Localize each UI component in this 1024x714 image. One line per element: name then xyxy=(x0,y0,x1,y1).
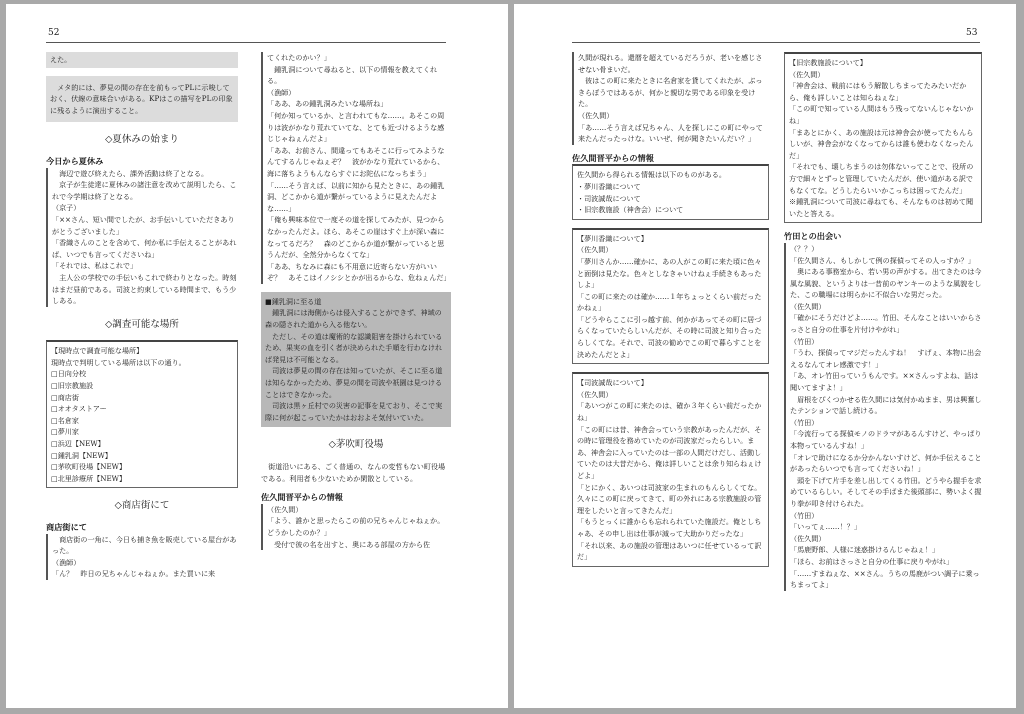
list-item: □日向分校 xyxy=(51,369,87,379)
takeda-block xyxy=(784,243,982,591)
text-line: 「佐久間さん、もしかして例の探偵ってその人っすか？」 xyxy=(790,255,975,265)
list-item: □浜辺【NEW】 xyxy=(51,439,105,449)
text-line: 司波は夢見の間の存在は知っていたが、そこに至る道は知らなかったため、夢見の間を司波や祇園は見つけることはできなかった。 xyxy=(265,366,443,399)
text-line: 「××さん、短い間でしたが、お手伝いしていただきありがとうございました」 xyxy=(52,214,235,236)
text-line: 「確かにそうだけどよ……。竹田、そんなことはいいからさっさと自分の仕事を片付けやがれ」 xyxy=(790,313,982,335)
text-line: 商店街の一角に、今日も捕き魚を販売している屋台があった。 xyxy=(52,534,237,556)
section-title: ◇商店街にて xyxy=(114,500,170,512)
header-rule xyxy=(572,42,980,43)
right-page xyxy=(514,4,1016,708)
text-line: 頭を下げて片手を差し出してくる竹田。どうやら握手を求めているらしい。そしてその手ばまた後頭部に、勢いよく握り拳が叩き付けられた。 xyxy=(790,475,982,508)
text-line: 【司波誠哉について】 xyxy=(577,378,648,388)
text-line: 街道沿いにある、ごく普通の、なんの変哲もない町役場である。利用者も少ないためか閑散としている。 xyxy=(261,462,446,483)
text-line: 「とにかく、あいつは司波家の生まれのもんらしくてな。久々にこの町に戻ってきて、町の外れにある宗教施設の管理をしたいと言ってきたんだ」 xyxy=(577,482,762,515)
section-title: ◇夏休みの始まり xyxy=(105,134,179,146)
text-line: 「この町に来たのは確か……１年ちょっとくらい前だったかねぇ」 xyxy=(577,291,762,313)
top-fragment: えた。 xyxy=(46,52,238,68)
text-line: 「ん？ 昨日の兄ちゃんじゃねぇか。また買いに来 xyxy=(52,569,216,579)
text-line: （漁師） xyxy=(267,87,296,97)
text-line: 「……すまねぇな、××さん。うちの馬鹿がつい調子に乗っちまってよ」 xyxy=(790,568,980,590)
list-item: □夢川家 xyxy=(51,427,79,437)
text-line: 「よう、誰かと思ったらこの前の兄ちゃんじゃねぇか。どうかしたのか？」 xyxy=(267,516,445,537)
list-item: ・司波誠哉について xyxy=(577,193,641,203)
page-number: 52 xyxy=(48,28,60,38)
box-title: 【現時点で調査可能な場所】 xyxy=(51,346,144,356)
heading: 竹田との出会い xyxy=(784,231,842,242)
text-line: 「どうやらここに引っ越す前、何かがあってその町に居づらくなっていたらしいんだが、その時に司波と知り合ったらしくてな。それで、司波の勧めでこの町で暮らすことを決めたんだとよ」 xyxy=(577,314,762,359)
text-line: （？？） xyxy=(790,243,819,253)
text-line: 「もうとっくに誰からも忘れられていた施設だ。俺としちゃあ、その申し出は仕事が減って大助かりだったな」 xyxy=(577,517,762,538)
text-line: 「ああ、あの鍾乳洞みたいな場所ね」 xyxy=(267,99,388,109)
text-line: （佐久間） xyxy=(578,110,614,120)
text-line: （竹田） xyxy=(790,336,819,346)
text-line: 「夢川さんか……確かに、あの人がこの町に来た頃に色々と面倒は見たな。色々としなきゃいけねぇ手続きもあったしよ」 xyxy=(577,256,762,290)
text-line: 「オレで助けになるか分かんないすけど、何か手伝えることがあったらいつでも言ってくださいね！」 xyxy=(790,452,982,474)
right-column-1 xyxy=(572,52,769,567)
kaori-box xyxy=(572,228,769,365)
text-line: 「何か知っているか、と言われてもな……。あそこの周りは波がかなり荒れていてな、とても近づけるような感じじゃねぇんだよ」 xyxy=(267,110,445,144)
section-title: ◇茅吹町役場 xyxy=(328,439,384,451)
cave-path-box xyxy=(261,292,451,428)
heading: 商店街にて xyxy=(46,522,87,532)
text-line: （佐久間） xyxy=(577,245,613,255)
text-line: 「……そう言えば、以前に知から見たときに、あの鍾乳洞、どこかから道が繋がっているように見えたんだよな……」 xyxy=(267,180,445,213)
text-line: 「まあとにかく、あの施設は元は神舎会が使ってたもんらしいが、神舎会がなくなってからは誰も使わなくなったんだ」 xyxy=(789,127,974,160)
text-line: てくれたのかい？」 xyxy=(267,53,331,62)
text-line: （漁師） xyxy=(52,557,81,567)
shop-block xyxy=(46,534,238,580)
text-line: （佐久間） xyxy=(577,389,613,399)
text-line: 「俺も興味本位で一度その道を探してみたが、見つからなかったんだよ。ほら、あそこの崖はすぐ上が深い森になってるだろ？ 森のどこからか道が繋がっていると思うんだが、全然分からなくてな」 xyxy=(267,215,445,260)
text-line: （竹田） xyxy=(790,510,819,520)
text-line: （佐久間） xyxy=(789,69,825,79)
text-line: 彼はこの町に来たときに名倉家を貸してくれたが、ぶっきらぼうではあるが、何かと親切な男である印象を受けた。 xyxy=(578,76,763,109)
section-title: ◇調査可能な場所 xyxy=(105,318,179,330)
shiba-box xyxy=(572,372,769,567)
heading: 今日から夏休み xyxy=(46,155,104,166)
text-line: 「馬鹿野郎、人様に迷惑掛けるんじゃねぇ！」 xyxy=(790,545,939,555)
list-item: □オオタストアー xyxy=(51,404,107,414)
text-line: （佐久間） xyxy=(790,301,826,311)
text-line: 「それ以来、あの施設の管理はあいつに任せているって訳だ」 xyxy=(577,540,762,562)
list-item: □名倉家 xyxy=(51,415,79,425)
text-line: 「この町には昔、神舎会っていう宗教があったんだが、その時に管理役を務めていたのが司波家だったらしい。まあ、神舎会に入っていたのは一部の人間だけだし、活動していたのは大昔だから、俺は詳しいことは余り知らねぇけどよ」 xyxy=(577,424,762,480)
text-line: （佐久間） xyxy=(267,504,303,514)
text-line: （竹田） xyxy=(790,417,819,427)
list-item: □商店街 xyxy=(51,392,79,402)
left-column-2 xyxy=(261,52,451,550)
text-line: 【旧宗教施設について】 xyxy=(789,58,867,67)
text-line: 「あ、オレ竹田っていうもんです。××さんっすよね、話は聞いてますよ！」 xyxy=(790,371,979,393)
text-line: 海辺で遊び終えたら、課外活動は終了となる。 xyxy=(52,168,209,178)
text-line: 「この町で知っている人間はもう残ってないんじゃないかね」 xyxy=(789,104,974,125)
list-item: □鍾乳洞【NEW】 xyxy=(51,450,112,460)
text-line: 奥にある事務室から、若い男の声がする。出てきたのは今風な風貌、というよりは一昔前のヤンキーのような風貌をした、この職場には明らかに不似合いな男だった。 xyxy=(790,267,982,300)
text-line: 鍾乳洞について尋ねると、以下の情報を教えてくれる。 xyxy=(267,64,438,86)
text-line: 「それでも、壊しちまうのは勿体ないってことで、役所の方で細々とずっと管理していたんだが、使い道がある訳でもなくてな。どうしたらいいかこっちは困ってたんだ」 xyxy=(789,162,974,195)
text-line: 「神舎会は、戦前にはもう解散しちまってたみたいだから、俺も詳しいことは知らねぇな」 xyxy=(789,81,967,102)
text-line: 「うわ、探偵ってマジだったんすね！ すげぇ、本物に出会えるなんてオレ感激です！」 xyxy=(790,348,982,369)
right-column-2 xyxy=(784,52,982,591)
heading: 佐久間晋平からの情報 xyxy=(261,492,343,503)
text-line: 「ああ、お前さん、間違ってもあそこに行ってみようなんてするんじゃねぇぞ？ 波がかなり荒れているから、海に落ちようもんならすぐにお陀仏になっちまう」 xyxy=(267,145,445,178)
text-line: 眉根をぴくつかせる佐久間には気付かぬまま、男は興奮したテンションで話し続ける。 xyxy=(790,394,982,416)
list-item: ・旧宗教施設（神舎会）について xyxy=(577,205,684,215)
text-line: 主人公の学校での手伝いもこれで終わりとなった。時刻はまだ昼前である。司波と約束している時間まで、もう少しある。 xyxy=(52,272,237,306)
left-column-1 xyxy=(46,52,238,580)
heading: 佐久間晋平からの情報 xyxy=(572,152,654,163)
text-line: 「いってぇ……！？」 xyxy=(790,522,861,532)
text-line: ■鍾乳洞に至る道 xyxy=(265,296,322,306)
left-page xyxy=(6,4,508,708)
list-item: ・夢川香織について xyxy=(577,181,641,191)
box-intro: 現時点で判明している場所は以下の通り。 xyxy=(51,357,186,367)
text-line: 受付で彼の名を出すと、奥にある部屋の方から佐 xyxy=(267,539,431,549)
text-line: 司波は黒ヶ丘村での災害の記事を見ており、そこで実際に何が起こっていたかはおおよそ気付いていた。 xyxy=(265,401,443,422)
text-line: 【夢川香織について】 xyxy=(577,233,648,243)
text-line: ※鍾乳洞について司波に尋ねても、そんなものは初めて聞いたと答える。 xyxy=(789,197,974,218)
text-line: 京子が生徒達に夏休みの諸注意を改めて説明したら、これで今学期は終了となる。 xyxy=(52,180,237,201)
places-box xyxy=(46,340,238,488)
list-item: □茅吹町役場【NEW】 xyxy=(51,462,127,472)
text-line: 「あ……そう言えば兄ちゃん、人を探しにこの町にやって来たんだったっけな。いいぜ、何が聞きたいんだい？」 xyxy=(578,122,763,144)
text-line: 佐久間から得られる情報は以下のものがある。 xyxy=(577,170,726,180)
page-number: 53 xyxy=(966,28,978,38)
sakuma-block xyxy=(261,504,451,550)
text-line: 久間が現れる。還暦を超えているだろうが、老いを感じさせない骨まいだ。 xyxy=(578,53,763,74)
text-line: 「ああ、ちなみに森にも不用意に近寄らない方がいいぞ？ あそこはイノシシとかが出るからな、危ねぇんだ」 xyxy=(267,261,451,283)
text-line: 「香織さんのことを含めて、何か私に手伝えることがあれば、いつでも言ってくださいね」 xyxy=(52,238,237,259)
today-block xyxy=(46,168,238,307)
text-line: 「それでは、私はこれで」 xyxy=(52,261,138,271)
kp-note: メタ的には、夢見の間の存在を前もってPLに示唆しておく、伏線の意味合いがある。KPはこの描写をPLの印象に残るように演出すること。 xyxy=(46,76,238,123)
text-line: 鍾乳洞には海側からは侵入することができず、神域の森の隠された道から入る他ない。 xyxy=(265,308,442,330)
facility-box xyxy=(784,52,982,223)
text-line: （京子） xyxy=(52,203,81,213)
text-line: 「ほら、お前はさっさと自分の仕事に戻りやがれ」 xyxy=(790,556,954,566)
text-line: ただし、その道は魔術的な認識阻害を掛けられているため、果実の血を引く者が決められた手順を行わなければ発見は不可能となる。 xyxy=(265,331,443,364)
header-rule xyxy=(46,42,446,43)
sakuma-intro-block xyxy=(572,52,769,145)
list-item: □旧宗教施設 xyxy=(51,381,94,391)
text-line: 「今流行ってる探偵モノのドラマがあるんすけど、やっぱり本物っているんすね！」 xyxy=(790,429,982,450)
info-box xyxy=(572,164,769,219)
list-item: □北里診療所【NEW】 xyxy=(51,473,127,483)
text-line: 「あいつがこの町に来たのは、確か３年くらい前だったかね」 xyxy=(577,401,762,423)
text-line: （佐久間） xyxy=(790,533,826,543)
cave-dialogue-block xyxy=(261,52,451,284)
